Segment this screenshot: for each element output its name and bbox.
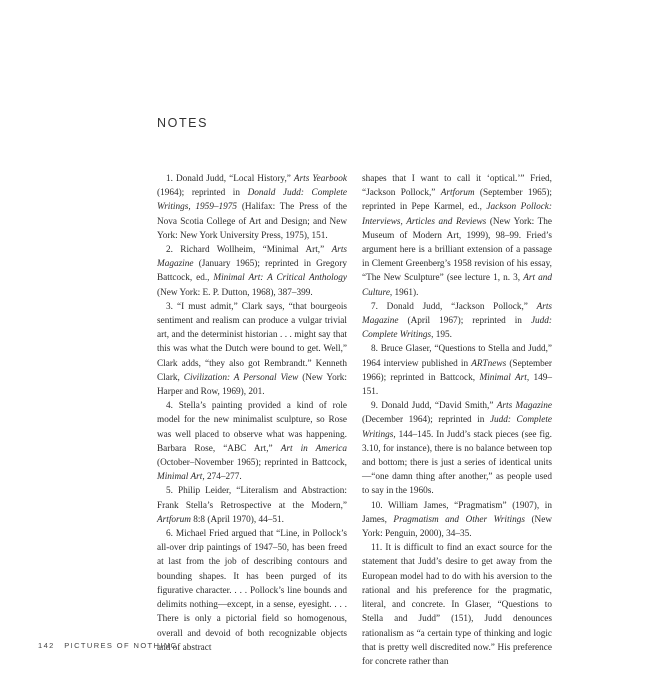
italic-title: Minimal Art: A Critical Anthology xyxy=(213,273,348,284)
italic-title: Judd: Complete Writings xyxy=(362,316,552,341)
note-text: (September 1966); reprinted in Battcock, xyxy=(362,358,552,383)
note-text: (September 1965); reprinted in Pepe Karmel, ed., xyxy=(362,188,552,213)
note-text: 8. Bruce Glaser, “Questions to Stella and Judd,” 1964 interview published in xyxy=(362,344,552,369)
italic-title: Minimal Art xyxy=(479,372,527,383)
note-text: (October–November 1965); reprinted in Battcock, xyxy=(157,458,347,469)
italic-title: Art and Culture xyxy=(362,273,553,298)
note-paragraph xyxy=(362,499,552,542)
note-paragraph xyxy=(157,243,347,300)
note-paragraph xyxy=(157,527,347,655)
note-text: 5. Philip Leider, “Literalism and Abstraction: Frank Stella’s Retrospective at the Modern,” xyxy=(157,486,347,511)
note-paragraph xyxy=(362,399,552,498)
note-text: , 144–145. In Judd’s stack pieces (see fig. 3.10, for instance), there is no balance between top and bottom; there is just a series of identical units—“one damn thing after another,” as people used to say in the 1960s. xyxy=(362,429,552,497)
note-text: (New York: E. P. Dutton, 1968), 387–399. xyxy=(157,287,313,298)
note-paragraph xyxy=(157,399,347,484)
note-paragraph xyxy=(157,300,347,399)
page-footer xyxy=(38,641,178,650)
notes-column-left xyxy=(157,172,347,655)
note-text: (1964); reprinted in xyxy=(157,188,248,199)
italic-title: Arts Yearbook xyxy=(293,174,347,184)
italic-title: Pragmatism and Other Writings xyxy=(393,514,525,525)
running-title: PICTURES OF NOTHING xyxy=(64,641,178,650)
italic-title: Artforum xyxy=(157,514,191,525)
note-text: , 274–277. xyxy=(202,472,242,483)
note-text: , 1961). xyxy=(389,287,419,298)
italic-title: Civilization: A Personal View xyxy=(183,372,299,383)
note-text: (Halifax: The Press of the Nova Scotia College of Art and Design; and New York: New York University Press, 1975), 151. xyxy=(157,202,348,241)
note-text: 3. “I must admit,” Clark says, “that bourgeois sentiment and realism can produce a vulgar trivial art, and the determinist historian . . . might say that this was what the Dutch were bound to get. Well,” Clark adds, “they also got Rembrandt.” Kenneth Clark, xyxy=(157,301,347,383)
note-paragraph xyxy=(362,541,552,669)
note-paragraph xyxy=(362,172,552,300)
note-text: 2. Richard Wollheim, “Minimal Art,” xyxy=(166,245,332,256)
note-text: 6. Michael Fried argued that “Line, in Pollock’s all-over drip paintings of 1947–50, has been freed at last from the job of describing contours and bounding shapes. It has been purged of its figurative character. . . . Pollock’s line bounds and delimits nothing—except, in a sense, eyesight. . . . There is only a pictorial field so homogenous, overall and devoid of both recognizable objects and of abstract xyxy=(157,529,347,653)
italic-title: Arts Magazine xyxy=(362,301,552,327)
note-paragraph xyxy=(157,172,347,243)
note-text: 8:8 (April 1970), 44–51. xyxy=(190,514,284,525)
note-text: 7. Donald Judd, “Jackson Pollock,” xyxy=(371,301,537,312)
note-text: , 195. xyxy=(431,330,452,341)
note-paragraph xyxy=(157,484,347,527)
note-paragraph xyxy=(362,300,552,343)
note-text: 11. It is difficult to find an exact source for the statement that Judd’s desire to get away from the European model had to do with his aversion to the rational and his preference for the pragmatic, literal, and concrete. In Glaser, “Questions to Stella and Judd” (151), Judd denounces rationalism as “a certain type of thinking and logic that is pretty well discredited now.” His preference for concrete rather than xyxy=(362,543,552,667)
italic-title: Donald Judd: Complete Writings, 1959–1975 xyxy=(157,188,348,213)
italic-title: Minimal Art xyxy=(157,472,203,483)
note-text: (New York: Penguin, 2000), 34–35. xyxy=(362,514,552,540)
italic-title: Art in America xyxy=(280,443,347,454)
note-text: 10. William James, “Pragmatism” (1907), in James, xyxy=(362,500,552,525)
italic-title: Jackson Pollock: Interviews, Articles and Reviews xyxy=(362,202,552,227)
note-text: (April 1967); reprinted in xyxy=(398,316,531,327)
note-text: 9. Donald Judd, “David Smith,” xyxy=(371,401,497,412)
italic-title: Arts Magazine xyxy=(496,401,552,412)
italic-title: Judd: Complete Writings xyxy=(362,415,552,440)
note-text: (December 1964); reprinted in xyxy=(362,415,490,426)
note-paragraph xyxy=(362,342,552,399)
notes-column-right xyxy=(362,172,552,669)
italic-title: ARTnews xyxy=(471,358,507,369)
note-text: (January 1965); reprinted in Gregory Battcock, ed., xyxy=(157,259,347,284)
page-heading: NOTES xyxy=(157,116,209,130)
note-text: 1. Donald Judd, “Local History,” xyxy=(166,174,294,184)
note-text: (New York: The Museum of Modern Art, 1999), 98–99. Fried’s argument here is a brilliant extension of a passage in Clement Greenberg’s 1958 revision of his essay, “The New Sculpture” (see lecture 1, n. 3, xyxy=(362,216,552,284)
page-number: 142 xyxy=(38,641,55,650)
note-text: 4. Stella’s painting provided a kind of role model for the new minimalist sculpture, so Rose was well placed to observe what was happening. Barbara Rose, “ABC Art,” xyxy=(157,401,347,454)
note-text: , 149–151. xyxy=(362,372,553,398)
italic-title: Artforum xyxy=(440,188,475,199)
note-text: shapes that I want to call it ‘optical.’” Fried, “Jackson Pollock,” xyxy=(362,174,552,199)
italic-title: Arts Magazine xyxy=(157,245,347,270)
note-text: (New York: Harper and Row, 1969), 201. xyxy=(157,372,347,398)
